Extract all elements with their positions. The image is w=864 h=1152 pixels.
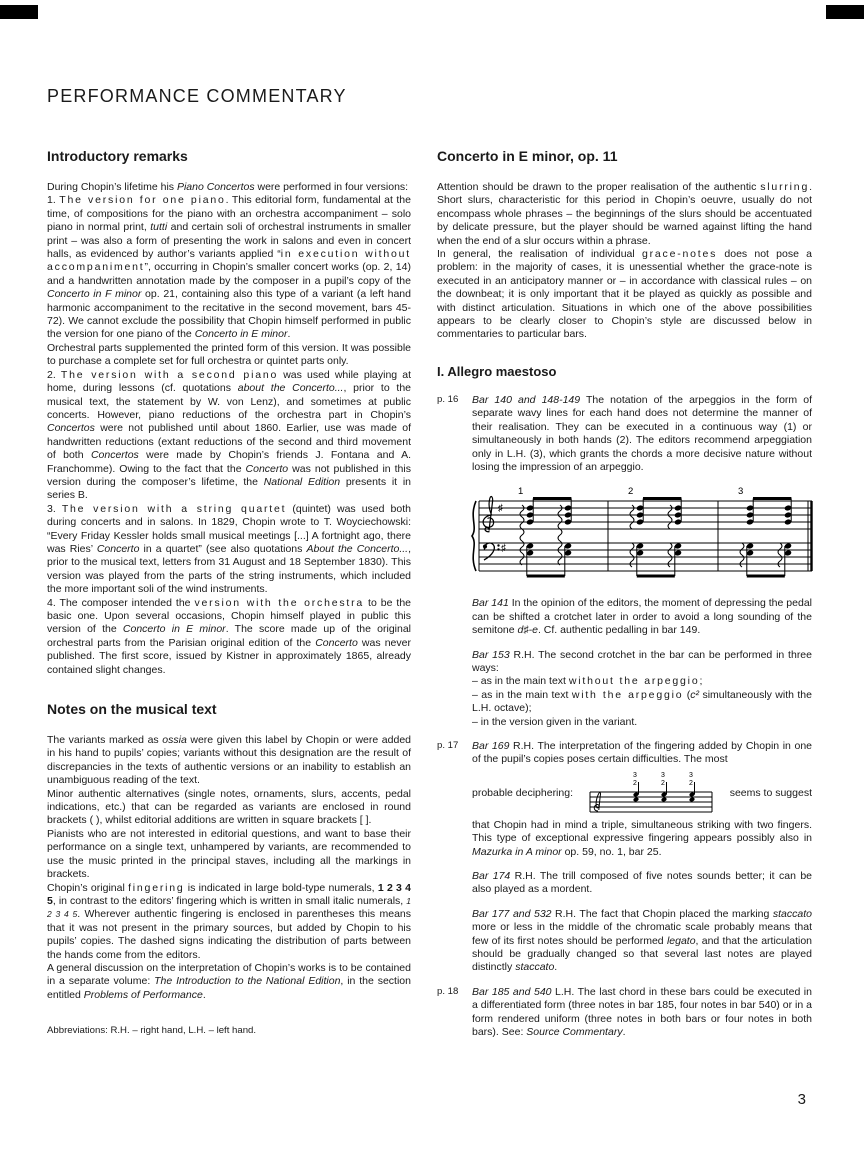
notes-paragraph-5: A general discussion on the interpretation of Chopin’s works is to be contained in a separate volume: The Introduction to the National Edition, in the section entitled Problems of Performance.: [47, 961, 411, 1001]
system-brace: [472, 501, 476, 571]
page-ref-18: p. 18: [437, 985, 459, 997]
concerto-heading: Concerto in E minor, op. 11: [437, 148, 618, 164]
fingering-example: [588, 770, 714, 816]
svg-text:2: 2: [633, 779, 638, 787]
notes-paragraph-4: Chopin’s original fingering is indicated in large bold-type numerals, 1 2 3 4 5, in contrast to the editors’ fingering which is written in small italic numerals, 1 2 3 4 5. Wherever authentic fingering is enclosed in parentheses this means that it was not present in the primary sources, but added by Chopin to his pupils’ copies. The dashed signs indicating the distribution of parts between the hands come from the editors.: [47, 881, 411, 961]
bar-commentary-153: [472, 649, 812, 729]
page-title: PERFORMANCE COMMENTARY: [47, 86, 347, 106]
page-ref-16: p. 16: [437, 393, 459, 405]
intro-paragraph-6: 4. The composer intended the version with the orchestra to be the basic one. Upon several occasions, Chopin himself played in public this version of the Concerto in E minor. The score made up of the original orchestral parts from the Parisian original edition of the Concerto was never published. The first score, issued by Kistner in approximately 1865, already contained slight changes.: [47, 596, 412, 676]
example-label-1: 1: [518, 486, 524, 498]
intro-remarks-heading: Introductory remarks: [47, 148, 188, 164]
page-number: 3: [797, 1091, 806, 1108]
bar-174-text: Bar 174 R.H. The trill composed of five notes sounds better; it can be also played as a mordent.: [472, 870, 812, 896]
allegro-maestoso-heading: I. Allegro maestoso: [437, 363, 557, 379]
intro-paragraph-1: During Chopin’s lifetime his Piano Concertos were performed in four versions:: [47, 181, 409, 193]
svg-text:2: 2: [689, 779, 694, 787]
abbreviations-note: Abbreviations: R.H. – right hand, L.H. – left hand.: [47, 1025, 257, 1037]
bar-commentary-177: [472, 908, 812, 975]
concerto-paragraph-1: Attention should be drawn to the proper realisation of the authentic slurring. Short slurs, characteristic for this period in Chopin’s oeuvre, usually do not encompass whole phrases – the beginnings of the slurs should be accentuated by delicate pressure, but the player should be warned against lifting the hand when the end of a slur occurs within a phrase.: [437, 181, 812, 247]
notes-paragraph-3: Pianists who are not interested in editorial questions, and want to base their performance on a single text, unhampered by variants, are recommended to use the music printed in the principal staves, including all the markings in brackets.: [47, 827, 411, 881]
svg-text:2: 2: [661, 779, 666, 787]
page-ref-17: p. 17: [437, 739, 459, 751]
grand-staff-example: [468, 485, 813, 581]
notes-heading: Notes on the musical text: [47, 701, 217, 718]
notes-paragraph-1: The variants marked as ossia were given this label by Chopin or were added in his hand to pupils’ copies; variants without this designation are the result of discrepancies in the texts of authentic versions or an inability to establish an unambiguous reading of the text.: [47, 734, 411, 787]
deciphering-line: [472, 770, 812, 816]
bar-commentary-169: [437, 739, 812, 859]
concerto-paragraph-2: In general, the realisation of individual grace-notes does not pose a problem: in the majority of cases, it is unessential whether the grace-note is executed in an anticipatory manner or – in accordance with classical rules – on the downbeat; it is only important that it be played as quickly as possible and with distinct articulation. Situations in which one of the above possibilities appears to be clearly closer to Chopin’s style are discussed below in commentaries to particular bars.: [437, 248, 812, 341]
intro-paragraph-5: 3. The version with a string quartet (quintet) was used both during concerts and in salons. In 1829, Chopin wrote to T. Woyciechowski: “Every Friday Kessler holds small musical meetings [...] A fortnight ago, there was Ries’ Concerto in a quartet” (see also quotations About the Concerto..., prior to the musical text, letters from 31 August and 18 September 1830). This version was played from the parts of the string instruments, which included the more important soli of the wind instruments.: [47, 502, 411, 596]
print-registration-mark-left: [0, 5, 38, 19]
bar-169-text-before: Bar 169 R.H. The interpretation of the fingering added by Chopin in one of the pupil’s copies poses certain difficulties. The most: [472, 739, 812, 766]
svg-text:3: 3: [689, 771, 694, 779]
bar-141-text: Bar 141 In the opinion of the editors, the moment of depressing the pedal can be shifted a crotchet later in order to avoid a long sounding of the semitone d♯-e. Cf. authentic pedalling in bar 149.: [472, 597, 812, 637]
bar-153-text: Bar 153 R.H. The second crotchet in the bar can be performed in three ways: – as in the main text without the arpeggio; – as in the main text with the arpeggio (c² simultaneously with the L.H. octave); – in the version given in the variant.: [472, 648, 812, 728]
print-registration-mark-right: [826, 5, 864, 19]
treble-clef: [483, 497, 493, 532]
key-signature-sharp-treble: ♯: [498, 503, 503, 515]
key-signature-sharp-bass: ♯: [501, 543, 506, 555]
svg-text:3: 3: [633, 771, 638, 779]
bar-169-text-after: that Chopin had in mind a triple, simultaneous striking with two fingers. This type of exceptional expressive fingering appears possibly also in Mazurka in A minor op. 59, no. 1, bar 25.: [472, 818, 812, 858]
bar-commentary-141: [472, 597, 812, 637]
right-column: [437, 148, 812, 1050]
music-example-bars-140-148: [468, 485, 812, 581]
intro-paragraph-2: 1. The version for one piano. This editorial form, fundamental at the time, of compositions for the piano with an orchestra accompaniment – solo piano in normal print, tutti and certain soli of orchestral instruments in smaller print – was also a form of presenting the work in salons and even in concert halls, as evidenced by author’s variants applied “in execution without accompaniment”, occurring in Chopin’s smaller concert works (op. 2, 14) and a handwritten annotation made by the composer in a pupil’s copy of the Concerto in F minor op. 21, containing also this type of a variant (a left hand harmonic accompaniment to the recitative in the second movement, bars 45-72). We cannot exclude the possibility that Chopin himself performed in public the version for one piano of the Concerto in E minor.: [47, 194, 411, 341]
intro-paragraph-4: 2. The version with a second piano was used while playing at home, during lessons (cf. quotations about the Concerto..., prior to the musical text, the statement by W. von Lenz), and sometimes at public concerts. However, piano reductions of the orchestra part in Chopin’s Concertos were not published until about 1860. Earlier, use was made of handwritten reductions (extant reductions of the second and third movement of both Concertos were made by Chopin’s friends J. Fontana and A. Franchomme). Owing to the fact that the Concerto was not published in this version during the composer’s lifetime, the National Edition presents it in series B.: [47, 368, 412, 502]
staff-lines: [479, 501, 812, 571]
intro-paragraph-3: Orchestral parts supplemented the printed form of this version. It was possible to purchase a complete set for full orchestra or quintet parts only.: [47, 341, 411, 368]
bar-commentary-140: [437, 393, 812, 474]
bar-commentary-174: [472, 870, 812, 897]
example-label-2: 2: [628, 486, 634, 498]
deciphering-lead: probable deciphering:: [472, 786, 573, 799]
bar-commentary-185: [437, 985, 812, 1040]
example-label-3: 3: [738, 486, 744, 498]
bar-177-text: Bar 177 and 532 R.H. The fact that Chopin placed the marking staccato more or less in the middle of the chromatic scale probably means that few of its first notes should be performed legato, and that the articulation should be gradually changed so that several last notes are played distinctly staccato.: [472, 907, 812, 974]
bar-185-text: Bar 185 and 540 L.H. The last chord in these bars could be executed in a differentiated form (three notes in bar 185, four notes in bar 540) or in a form rendered uniform (three notes in both bars or four notes in both bars). See: Source Commentary.: [472, 985, 812, 1039]
fingering-numbers: [633, 772, 693, 787]
svg-text:3: 3: [661, 771, 666, 779]
bar-140-text: Bar 140 and 148-149 The notation of the arpeggios in the form of separate wavy lines for each hand does not determine the manner of their realisation. They can be executed in a continuous way (1) or simultaneously in both hands (2). The editors recommend arpeggiation only in L.H. (3), which grants the chords a more decisive nature without losing the impression of an arpeggio.: [472, 393, 812, 473]
left-column: [47, 148, 411, 1037]
deciphering-tail: seems to suggest: [729, 786, 812, 799]
bar-commentaries: [437, 393, 812, 1040]
notes-paragraph-2: Minor authentic alternatives (single notes, ornaments, slurs, accents, pedal indications, etc.) that can be regarded as variants are enclosed in round brackets ( ), whilst editorial additions are written in square brackets [ ].: [47, 787, 411, 827]
